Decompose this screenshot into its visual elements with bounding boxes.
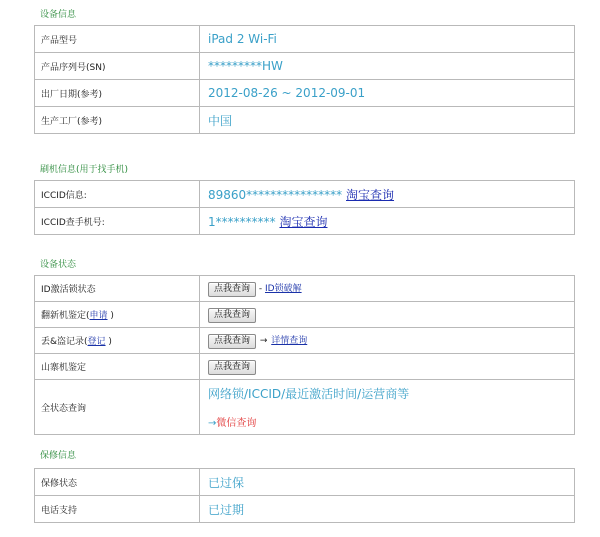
row-value: 已过期 (200, 496, 575, 523)
table-row (35, 26, 575, 53)
taobao-query-link[interactable]: 淘宝查询 (279, 214, 328, 229)
device-status-table (34, 275, 575, 435)
row-value: 已过保 (200, 469, 575, 496)
row-label (35, 302, 200, 328)
table-row (35, 302, 575, 328)
id-lock-query-button[interactable]: 点我查询 (208, 282, 256, 297)
row-label: ID激活锁状态 (35, 276, 200, 302)
label-suffix: ) (105, 337, 112, 347)
row-label: 保修状态 (35, 469, 200, 496)
row-value (200, 354, 575, 380)
register-link[interactable]: 登记 (87, 337, 106, 347)
table-row (35, 208, 575, 235)
flash-info-table (34, 180, 575, 235)
row-label: 出厂日期(参考) (35, 80, 200, 107)
counterfeit-query-button[interactable]: 点我查询 (208, 360, 256, 375)
row-label: 产品型号 (35, 26, 200, 53)
refurb-query-button[interactable]: 点我查询 (208, 308, 256, 323)
lost-label: 丢&盗记录( (41, 337, 88, 347)
row-value (200, 302, 575, 328)
section-title-warranty: 保修信息 (40, 451, 77, 461)
id-lock-crack-link[interactable]: ID锁破解 (265, 284, 302, 294)
full-status-description: 网络锁/ICCID/最近激活时间/运营商等 (208, 387, 410, 401)
wechat-query-link[interactable]: 微信查询 (216, 418, 257, 429)
row-label: 产品序列号(SN) (35, 53, 200, 80)
row-label: 山寨机鉴定 (35, 354, 200, 380)
label-suffix: ) (107, 311, 114, 321)
row-label (35, 328, 200, 354)
table-row (35, 107, 575, 134)
table-row (35, 181, 575, 208)
section-title-device-status: 设备状态 (40, 260, 77, 270)
row-label: 电话支持 (35, 496, 200, 523)
details-query-link[interactable]: 详情查询 (271, 336, 308, 346)
table-row (35, 496, 575, 523)
refurb-label: 翻新机鉴定( (41, 311, 90, 321)
row-value (200, 276, 575, 302)
taobao-query-link[interactable]: 淘宝查询 (346, 187, 395, 202)
iccid-value: 89860**************** (208, 187, 343, 202)
table-row (35, 80, 575, 107)
row-value (200, 328, 575, 354)
row-value (200, 208, 575, 235)
warranty-table (34, 468, 575, 523)
lost-query-button[interactable]: 点我查询 (208, 334, 256, 349)
device-info-table (34, 25, 575, 134)
row-value: *********HW (200, 53, 575, 80)
arrow-icon: → (208, 418, 217, 429)
apply-link[interactable]: 申请 (89, 311, 108, 321)
row-value: iPad 2 Wi-Fi (200, 26, 575, 53)
table-row (35, 354, 575, 380)
arrow-icon: → (259, 336, 268, 346)
row-value (200, 181, 575, 208)
row-label: 生产工厂(参考) (35, 107, 200, 134)
row-value (200, 380, 575, 435)
table-row (35, 328, 575, 354)
section-title-flash-info: 刷机信息(用于找手机) (40, 165, 129, 175)
row-value: 2012-08-26 ~ 2012-09-01 (200, 80, 575, 107)
table-row (35, 276, 575, 302)
table-row (35, 469, 575, 496)
row-label: ICCID信息: (35, 181, 200, 208)
section-title-device-info: 设备信息 (40, 10, 77, 20)
row-value: 中国 (200, 107, 575, 134)
table-row (35, 380, 575, 435)
row-label: ICCID查手机号: (35, 208, 200, 235)
phone-value: 1********** (208, 214, 276, 229)
table-row (35, 53, 575, 80)
row-label: 全状态查询 (35, 380, 200, 435)
separator: - (256, 284, 265, 294)
